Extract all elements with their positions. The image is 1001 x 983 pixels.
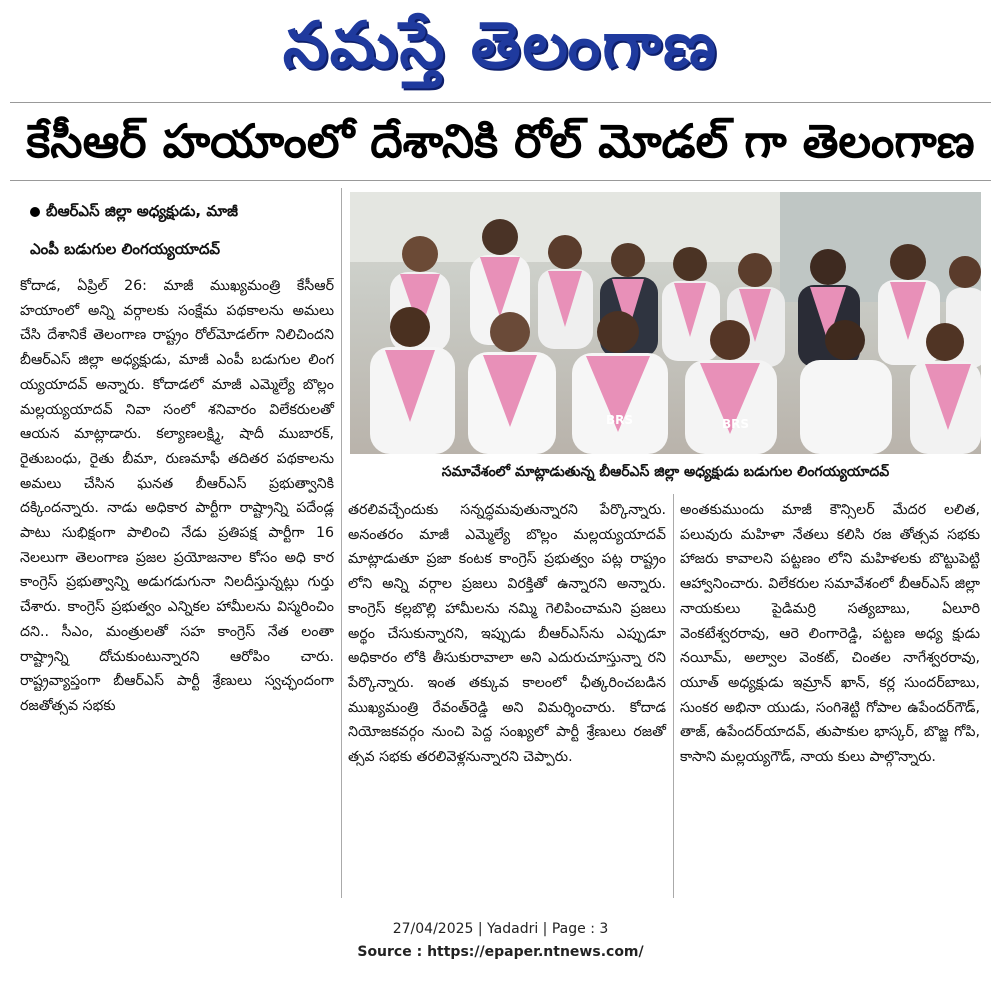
bullet-icon [30, 207, 40, 217]
kicker-text-2: ఎంపీ బడుగుల లింగయ్యయాదవ్ [30, 240, 221, 258]
group-photo-illustration [350, 192, 981, 454]
article-body-column-1: కోదాడ, ఏప్రిల్ 26: మాజీ ముఖ్యమంత్రి కేసీఆర్ హయాంలో అన్ని వర్గాలకు సంక్షేమ పథకాలను అమలు చేసి దేశానికే తెలంగాణ రాష్ట్రం రోల్‌మోడల్‌గా నిలిచిందని బీఆర్ఎస్ జిల్లా అధ్యక్షుడు, మాజీ ఎంపీ బడుగుల లింగ య్యయాదవ్ అన్నారు. కోదాడలో మాజీ ఎమ్మెల్యే బొల్లం మల్లయ్యయాదవ్ నివా సంలో శనివారం విలేకరులతో ఆయన మాట్లాడారు. కల్యాణలక్ష్మి, షాదీ ముబారక్, రైతుబంధు, రైతు బీమా, రుణమాఫీ తదితర పథకాలను అమలు చేసిన ఘనత బీఆర్ఎస్ ప్రభుత్వానికి దక్కిందన్నారు. నాడు అధికార పార్టీగా రాష్ట్రాన్ని పదేండ్ల పాటు సుభిక్షంగా పాలించి నేడు ప్రతిపక్ష పార్టీగా 16 నెలలుగా తెలంగాణ ప్రజల ప్రయోజనాల కోసం అధి కార కాంగ్రెస్ ప్రభుత్వాన్ని అడుగడుగునా నిలదీస్తున్నట్లు గుర్తు చేశారు. కాంగ్రెస్ ప్రభుత్వం ఎన్నికల హామీలను విస్మరించిం దని.. సీఎం, మంత్రులతో సహ కాంగ్రెస్ నేత లంతా రాష్ట్రాన్ని దోచుకుంటున్నారని ఆరోపిం చారు. రాష్ట్రవ్యాప్తంగా బీఆర్ఎస్ పార్టీ శ్రేణులు స్వచ్ఛందంగా రజతోత్సవ సభకు [20, 278, 334, 714]
newspaper-logo: నమస్తే తెలంగాణ [282, 9, 719, 83]
article-body-column-2: తరలివచ్చేందుకు సన్నద్ధమవుతున్నారని పేర్కొన్నారు. అనంతరం మాజీ ఎమ్మెల్యే బొల్లం మల్లయ్యయాదవ్ మాట్లాడుతూ ప్రజా కంటక కాంగ్రెస్ ప్రభుత్వం పట్ల రాష్ట్రం లోని అన్ని వర్గాల ప్రజలు విరక్తితో ఉన్నారని అన్నారు. కాంగ్రెస్ కల్లబొల్లి హామీలను నమ్మి గెలిపించామని ప్రజలు అర్థం చేసుకున్నారని, ఇప్పుడు బీఆర్ఎస్‌ను ఎప్పుడూ అధికారం లోకి తీసుకురావాలా అని ఎదురుచూస్తున్నా రని పేర్కొన్నారు. ఇంత తక్కువ కాలంలో ఛీత్కరించబడిన ముఖ్యమంత్రి రేవంత్‌రెడ్డి అని విమర్శించారు. కోదాడ నియోజకవర్గం నుంచి పెద్ద సంఖ్యలో పార్టీ శ్రేణులు రజతో త్సవ సభకు తరలివెళ్లనున్నారని చెప్పారు. [348, 502, 666, 766]
edition-info: 27/04/2025 | Yadadri | Page : 3 [392, 921, 609, 937]
masthead-divider [10, 102, 991, 103]
page-footer [0, 918, 1001, 964]
brs-badge-text-2: BRS [722, 417, 750, 431]
brs-badge-text: BRS [606, 413, 634, 427]
article-photo [350, 192, 981, 454]
column-divider-1 [341, 188, 342, 898]
column-divider-2 [673, 494, 674, 898]
kicker-line-2 [30, 230, 350, 268]
masthead [0, 0, 1001, 100]
headline-divider [10, 180, 991, 181]
source-link[interactable]: Source : https://epaper.ntnews.com/ [357, 944, 644, 960]
article-headline: కేసీఆర్ హయాంలో దేశానికి రోల్ మోడల్ గా తెలంగాణ [26, 114, 975, 168]
photo-caption: సమావేశంలో మాట్లాడుతున్న బీఆర్ఎస్ జిల్లా అధ్యక్షుడు బడుగుల లింగయ్యయాదవ్ [350, 456, 981, 488]
kicker-text-1: బీఆర్ఎస్ జిల్లా అధ్యక్షుడు, మాజీ [46, 202, 238, 220]
article-body-column-3: అంతకుముందు మాజీ కౌన్సిలర్ మేదర లలిత, పలువురు మహిళా నేతలు కలిసి రజ తోత్సవ సభకు హాజరు కావాలని పట్టణం లోని మహిళలకు బొట్టుపెట్టి ఆహ్వానించారు. విలేకరుల సమావేశంలో బీఆర్ఎస్ జిల్లా నాయకులు పైడిమర్రి సత్యబాబు, ఏలూరి వెంకటేశ్వరరావు, ఆరె లింగారెడ్డి, పట్టణ అధ్య క్షుడు నయీమ్, అల్వాల వెంకట్, చింతల నాగేశ్వరరావు, యూత్ అధ్యక్షుడు ఇమ్రాన్ ఖాన్, కర్ల సుందర్‌బాబు, సుంకర అభినా యుడు, సంగిశెట్టి గోపాల ఉపేందర్‌గౌడ్, తాజ్, ఉపేందర్‌యాదవ్, తుపాకుల భాస్కర్, బొజ్జ గోపి, కాసాని మల్లయ్యగౌడ్, నాయ కులు పాల్గొన్నారు. [680, 502, 980, 766]
kicker-line-1 [30, 192, 350, 230]
article-kicker [30, 192, 350, 268]
